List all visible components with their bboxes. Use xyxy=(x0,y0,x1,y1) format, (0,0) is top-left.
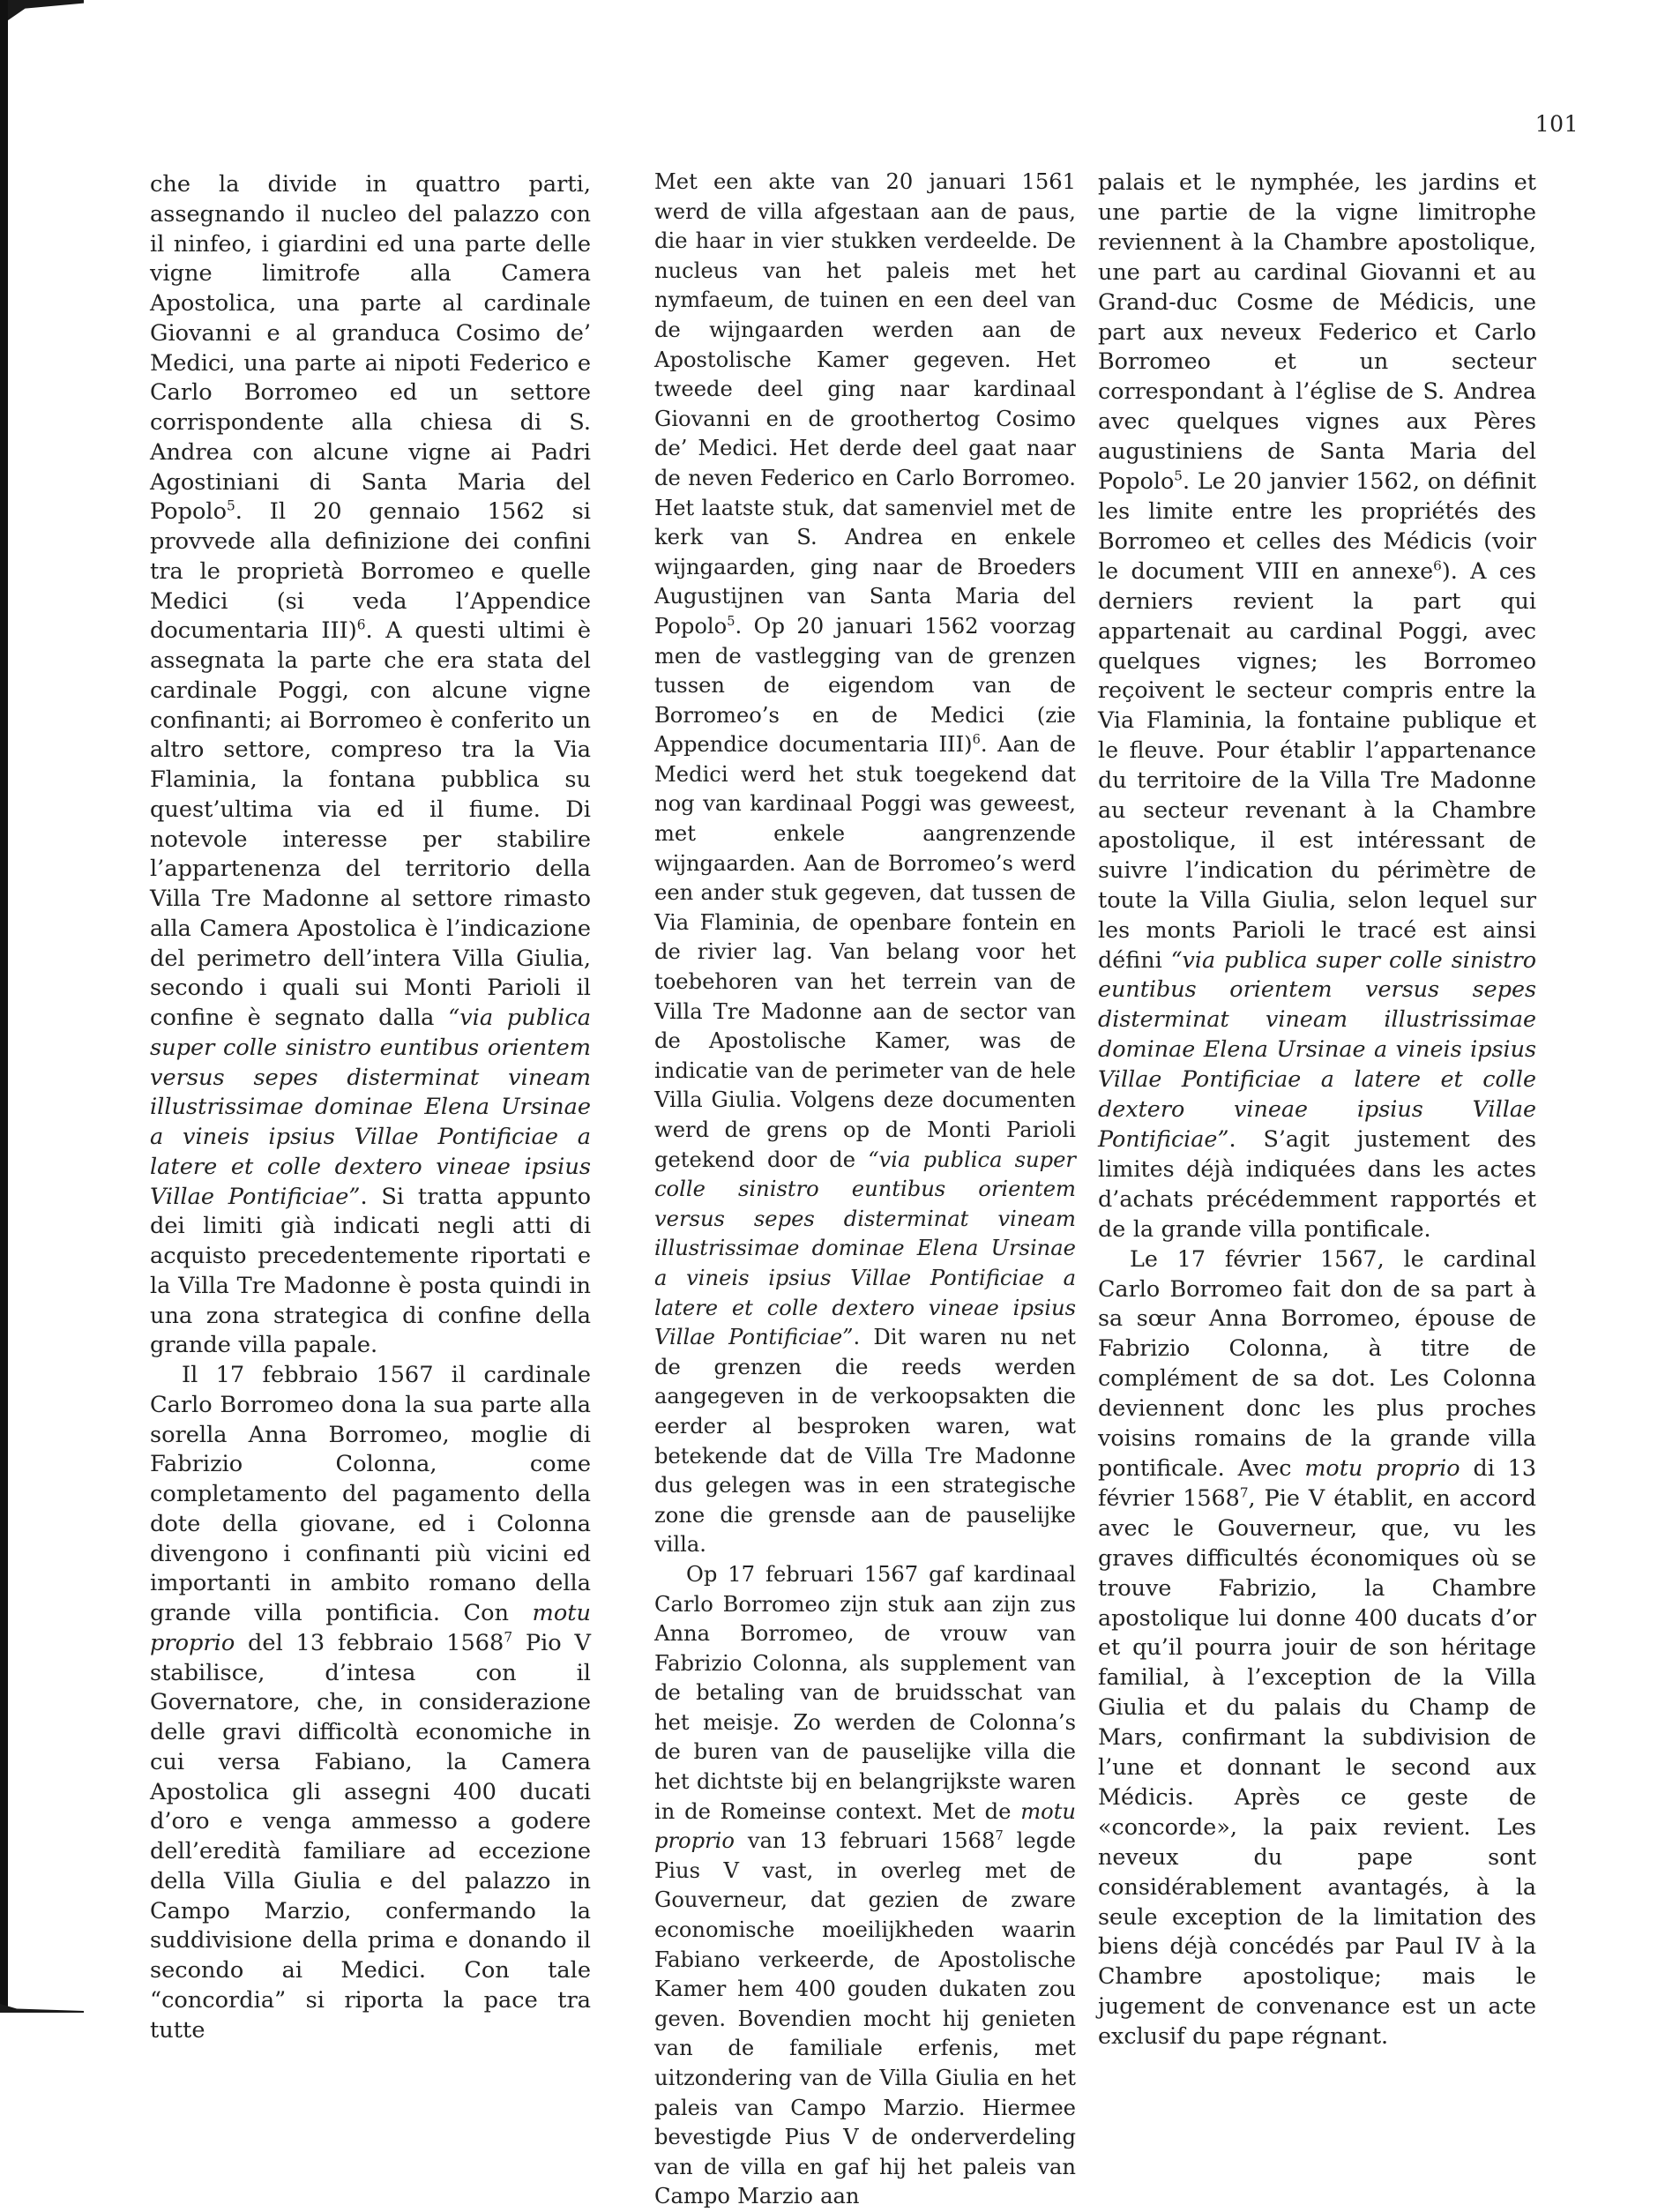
page-number: 101 xyxy=(1534,111,1579,137)
french-paragraph-1: palais et le nymphée, les jardins et une partie de la vigne limitrophe reviennent à la Chambre apostolique, une part au cardinal Giovanni et au Grand-duc Cosme de Médicis, une part aux neveux Federico et Carlo Borromeo et un secteur correspondant à l’église de S. Andrea avec quelques vignes aux Pères augustiniens de Santa Maria del Popolo$^5$. Le 20 janvier 1562, on définit les limite entre les propriétés des Borromeo et celles des Médicis (voir le document VIII en annexe$^6$). A ces derniers revient la part qui appartenait au cardinal Poggi, avec quelques vignes; les Borromeo reçoivent le secteur compris entre la Via Flaminia, la fontaine publique et le fleuve. Pour établir l’appartenance du territoire de la Villa Tre Madonne au secteur revenant à la Chambre apostolique, il est intéressant de suivre l’indication du périmètre de toute la Villa Giulia, selon lequel sur les monts Parioli le tracé est ainsi défini “via publica super colle sinistro euntibus orientem versus sepes disterminat vineam illustrissimae dominae Elena Ursinae a vineis ipsius Villae Pontificiae a latere et colle dextero vineae ipsius Villae Pontificiae”. S’agit justement des limites déjà indiquées dans les actes d’achats précédemment rapportés et de la grande villa pontificale. xyxy=(1098,168,1536,1242)
scan-edge-top xyxy=(0,0,84,21)
motu-proprio-term: motu proprio xyxy=(150,1600,591,1656)
latin-quotation: “via publica super colle sinistro euntibus orientem versus sepes disterminat vineam illustrissimae dominae Elena Ursinae a vineis ipsius Villae Pontificiae a latere et colle dextero vineae ipsius Villae Pontificiae” xyxy=(150,1005,591,1210)
latin-quotation: “via publica super colle sinistro euntibus orientem versus sepes disterminat vineam illustrissimae dominae Elena Ursinae a vineis ipsius Villae Pontificiae a latere et colle dextero vineae ipsius Villae Pontificiae” xyxy=(654,1147,1076,1350)
motu-proprio-term: motu proprio xyxy=(1304,1453,1460,1481)
footnote-ref: 5 xyxy=(1174,467,1183,484)
italian-paragraph-2: Il 17 febbraio 1567 il cardinale Carlo Borromeo dona la sua parte alla sorella Anna Borromeo, moglie di Fabrizio Colonna, come completamento del pagamento della dote della giovane, ed i Colonna divengono i confinanti più vicini ed importanti in ambito romano della grande villa pontificia. Con motu proprio del 13 febbraio 1568$^7$ Pio V stabilisce, d’intesa con il Governatore, che, in considerazione delle gravi difficoltà economiche in cui versa Fabiano, la Camera Apostolica gli assegni 400 ducati d’oro e venga ammesso a godere dell’eredità familiare ad eccezione della Villa Giulia e del palazzo in Campo Marzio, confermando la suddivisione della prima e donando il secondo ai Medici. Con tale “concordia” si riporta la pace tra tutte xyxy=(150,1362,591,2044)
footnote-ref: 7 xyxy=(995,1829,1004,1844)
french-column xyxy=(1098,168,1536,2051)
italian-column xyxy=(150,170,591,2045)
italian-paragraph-1: che la divide in quattro parti, assegnando il nucleo del palazzo con il ninfeo, i giardini ed una parte delle vigne limitrofe alla Camera Apostolica, una parte al cardinale Giovanni e al granduca Cosimo de’ Medici, una parte ai nipoti Federico e Carlo Borromeo ed un settore corrispondente alla chiesa di S. Andrea con alcune vigne ai Padri Agostiniani di Santa Maria del Popolo$^5$. Il 20 gennaio 1562 si provvede alla definizione dei confini tra le proprietà Borromeo e quelle Medici (si veda l’Appendice documentaria III)$^6$. A questi ultimi è assegnata la parte che era stata del cardinale Poggi, con alcune vigne confinanti; ai Borromeo è conferito un altro settore, compreso tra la Via Flaminia, la fontana pubblica su quest’ultima via ed il fiume. Di notevole interesse per stabilire l’appartenenza del territorio della Villa Tre Madonne al settore rimasto alla Camera Apostolica è l’indicazione del perimetro dell’intera Villa Giulia, secondo i quali sui Monti Parioli il confine è segnato dalla “via publica super colle sinistro euntibus orientem versus sepes disterminat vineam illustrissimae dominae Elena Ursinae a vineis ipsius Villae Pontificiae a latere et colle dextero vineae ipsius Villae Pontificiae”. Si tratta appunto dei limiti già indicati negli atti di acquisto precedentemente riportati e la Villa Tre Madonne è posta quindi in una zona strategica di confine della grande villa papale. xyxy=(150,171,591,1359)
footnote-ref: 5 xyxy=(727,614,735,629)
footnote-ref: 6 xyxy=(356,617,366,633)
footnote-ref: 7 xyxy=(1239,1484,1249,1501)
latin-quotation: “via publica super colle sinistro euntibus orientem versus sepes disterminat vineam illustrissimae dominae Elena Ursinae a vineis ipsius Villae Pontificiae a latere et colle dextero vineae ipsius Villae Pontificiae” xyxy=(1098,945,1536,1152)
french-paragraph-2: Le 17 février 1567, le cardinal Carlo Borromeo fait don de sa part à sa sœur Anna Borromeo, épouse de Fabrizio Colonna, à titre de complément de sa dot. Les Colonna deviennent donc les plus proches voisins romains de la grande villa pontificale. Avec motu proprio di 13 février 1568$^7$, Pie V établit, en accord avec le Gouverneur, que, vu les graves difficultés économiques où se trouve Fabrizio, la Chambre apostolique lui donne 400 ducats d’or et qu’il pourra jouir de son héritage familial, à l’exception de la Villa Giulia et du palais du Champ de Mars, confirmant la subdivision de l’une et donnant le second aux Médicis. Après ce geste de «concorde», la paix revient. Les neveux du pape sont considérablement avantagés, à la seule exception de la limitation des biens déjà concédés par Paul IV à la Chambre apostolique; mais le jugement de convenance est un acte exclusif du pape régnant. xyxy=(1098,1244,1536,2050)
scan-edge-bottom xyxy=(0,2004,84,2013)
footnote-ref: 7 xyxy=(504,1629,513,1646)
scan-edge-left xyxy=(0,0,8,2013)
dutch-column xyxy=(654,168,1076,2212)
dutch-paragraph-1: Met een akte van 20 januari 1561 werd de villa afgestaan aan de paus, die haar in vier stukken verdeelde. De nucleus van het paleis met het nymfaeum, de tuinen en een deel van de wijngaarden werden aan de Apostolische Kamer gegeven. Het tweede deel ging naar kardinaal Giovanni en de groothertog Cosimo de’ Medici. Het derde deel gaat naar de neven Federico en Carlo Borromeo. Het laatste stuk, dat samenviel met de kerk van S. Andrea en enkele wijngaarden, ging naar de Broeders Augustijnen van Santa Maria del Popolo$^5$. Op 20 januari 1562 voorzag men de vastlegging van de grenzen tussen de eigendom van de Borromeo’s en de Medici (zie Appendice documentaria III)$^6$. Aan de Medici werd het stuk toegekend dat nog van kardinaal Poggi was geweest, met enkele aangrenzende wijngaarden. Aan de Borromeo’s werd een ander stuk gegeven, dat tussen de Via Flaminia, de openbare fontein en de rivier lag. Van belang voor het toebehoren van het terrein van de Villa Tre Madonne aan de sector van de Apostolische Kamer, was de indicatie van de perimeter van de hele Villa Giulia. Volgens deze documenten werd de grens op de Monti Parioli getekend door de “via publica super colle sinistro euntibus orientem versus sepes disterminat vineam illustrissimae dominae Elena Ursinae a vineis ipsius Villae Pontificiae a latere et colle dextero vineae ipsius Villae Pontificiae”. Dit waren nu net de grenzen die reeds werden aangegeven in de verkoopsakten die eerder al besproken waren, wat betekende dat de Villa Tre Madonne dus gelegen was in een strategische zone die grensde aan de pauselijke villa. xyxy=(654,169,1077,1558)
footnote-ref: 5 xyxy=(226,497,235,514)
footnote-ref: 6 xyxy=(972,733,981,748)
dutch-paragraph-2: Op 17 februari 1567 gaf kardinaal Carlo Borromeo zijn stuk aan zijn zus Anna Borromeo, de vrouw van Fabrizio Colonna, als supplement van de betaling van de bruidsschat van het meisje. Zo werden de Colonna’s de buren van de pauselijke villa die het dichtste bij en belangrijkste waren in de Romeinse context. Met de motu proprio van 13 februari 1568$^7$ legde Pius V vast, in overleg met de Gouverneur, dat gezien de zware economische moeilijkheden waarin Fabiano verkeerde, de Apostolische Kamer hem 400 gouden dukaten zou geven. Bovendien mocht hij genieten van de familiale erfenis, met uitzondering van de Villa Giulia en het paleis van Campo Marzio. Hiermee bevestigde Pius V de onderverdeling van de villa en gaf hij het paleis van Campo Marzio aan xyxy=(654,1561,1076,2209)
motu-proprio-term: motu proprio xyxy=(654,1798,1076,1854)
footnote-ref: 6 xyxy=(1433,557,1442,574)
